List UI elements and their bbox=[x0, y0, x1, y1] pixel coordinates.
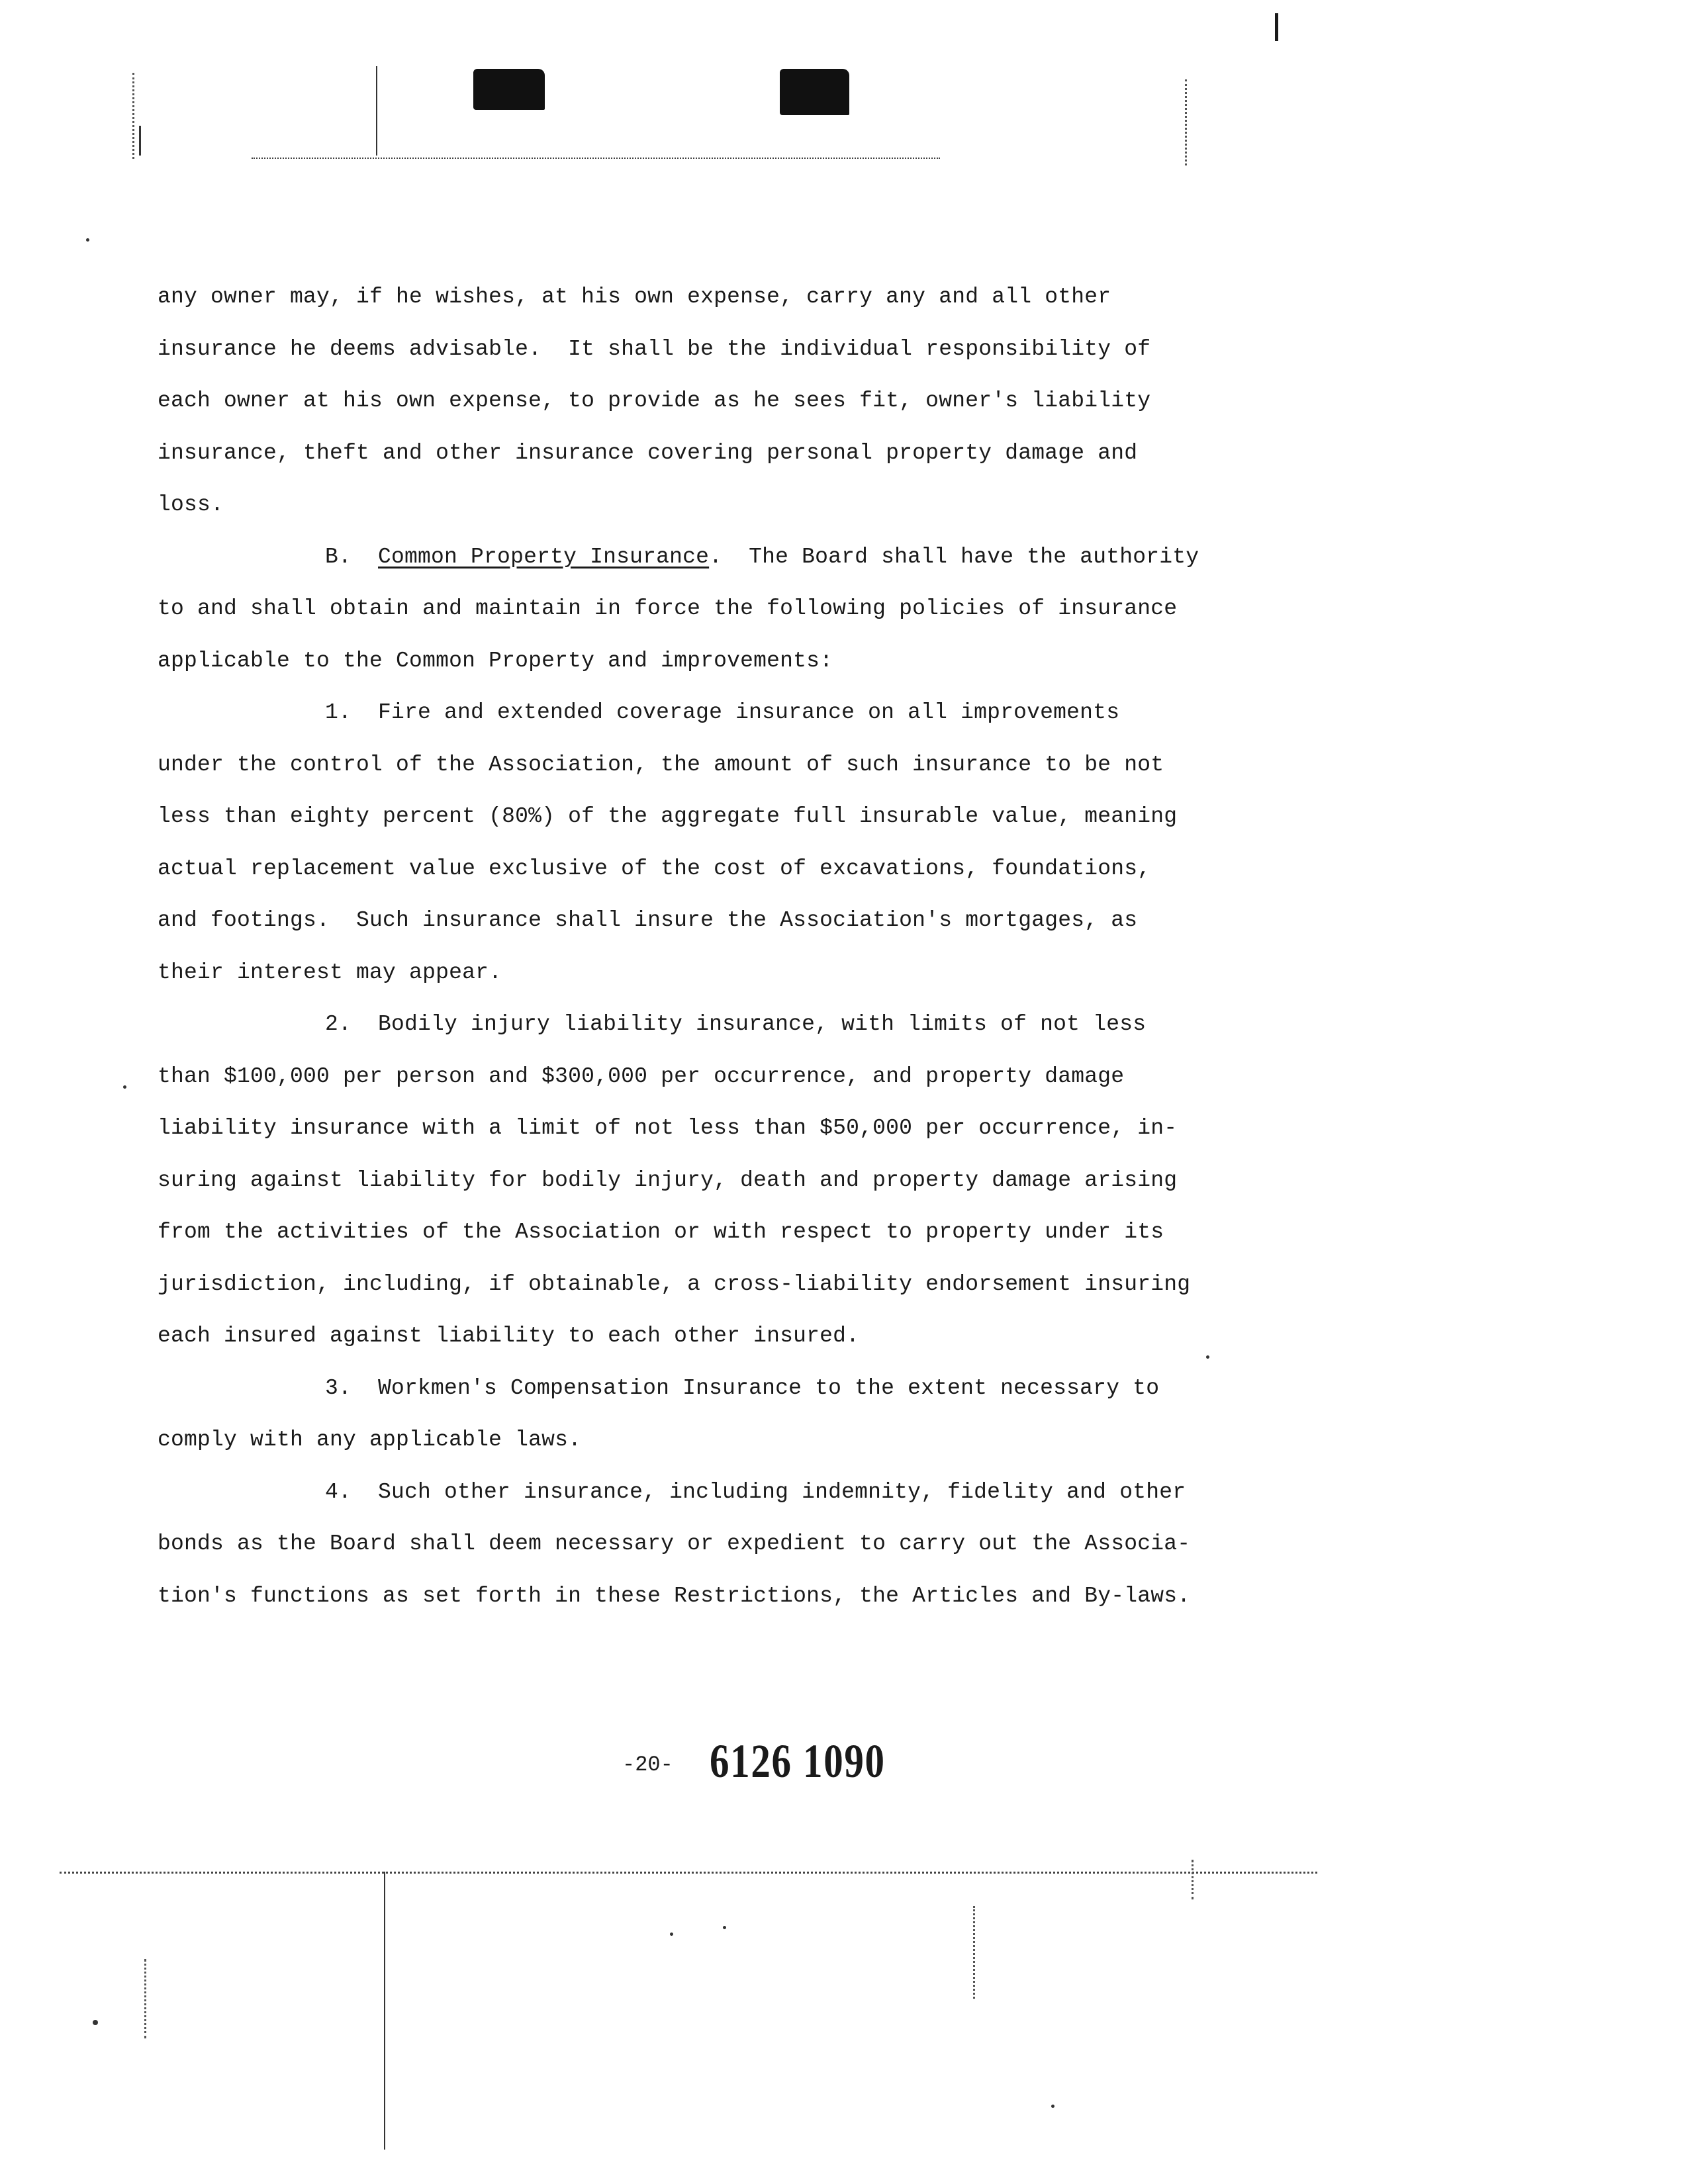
text-line: to and shall obtain and maintain in force the following policies of insurance bbox=[158, 596, 1178, 621]
text-line: 2. Bodily injury liability insurance, with limits of not less bbox=[325, 1012, 1147, 1036]
item-3 bbox=[158, 1363, 1270, 1467]
speck bbox=[723, 1926, 726, 1929]
text-line: any owner may, if he wishes, at his own expense, carry any and all other bbox=[158, 285, 1111, 309]
speck bbox=[86, 238, 89, 242]
document-body bbox=[158, 271, 1270, 1622]
text-line: under the control of the Association, the amount of such insurance to be not bbox=[158, 752, 1164, 777]
text-line: insurance, theft and other insurance covering personal property damage and bbox=[158, 440, 1138, 465]
speck bbox=[670, 1933, 673, 1936]
text-line: than $100,000 per person and $300,000 per occurrence, and property damage bbox=[158, 1064, 1125, 1089]
scan-bottom-edge bbox=[384, 1872, 385, 2150]
section-label: B. bbox=[325, 544, 352, 569]
scan-bottom-edge bbox=[144, 1959, 146, 2038]
page-footer bbox=[0, 1734, 1688, 1813]
item-4 bbox=[158, 1467, 1270, 1623]
text-line: 1. Fire and extended coverage insurance on all improvements bbox=[325, 700, 1120, 725]
text-line: from the activities of the Association or with respect to property under its bbox=[158, 1220, 1164, 1244]
speck bbox=[1051, 2105, 1055, 2108]
scan-edge-mark bbox=[132, 73, 134, 159]
text-line: actual replacement value exclusive of the cost of excavations, foundations, bbox=[158, 856, 1151, 881]
text-line: liability insurance with a limit of not less than $50,000 per occurrence, in- bbox=[158, 1116, 1178, 1140]
text-line: applicable to the Common Property and improvements: bbox=[158, 648, 833, 673]
section-heading-line bbox=[158, 531, 1270, 584]
text-line: 4. Such other insurance, including indemnity, fidelity and other bbox=[325, 1479, 1186, 1504]
text-line: 3. Workmen's Compensation Insurance to the extent necessary to bbox=[325, 1375, 1160, 1400]
book-page-stamp: 6126 1090 bbox=[710, 1735, 886, 1788]
scan-edge-mark bbox=[1185, 79, 1187, 165]
binder-clip-right bbox=[780, 69, 849, 115]
text-line: and footings. Such insurance shall insure the Association's mortgages, as bbox=[158, 908, 1138, 933]
scan-top-noise bbox=[252, 158, 940, 159]
section-heading-rest: . The Board shall have the authority bbox=[709, 544, 1199, 569]
page-number: -20- bbox=[622, 1752, 673, 1777]
text-line: each owner at his own expense, to provide as he sees fit, owner's liability bbox=[158, 388, 1151, 413]
scan-mark bbox=[1275, 13, 1278, 41]
speck bbox=[93, 2020, 98, 2025]
continuation-paragraph bbox=[158, 271, 1270, 531]
item-2 bbox=[158, 999, 1270, 1363]
text-line: less than eighty percent (80%) of the aggregate full insurable value, meaning bbox=[158, 804, 1178, 829]
text-line: comply with any applicable laws. bbox=[158, 1428, 582, 1452]
scan-bottom-edge bbox=[973, 1906, 975, 1999]
text-line: insurance he deems advisable. It shall be the individual responsibility of bbox=[158, 336, 1151, 361]
text-line: their interest may appear. bbox=[158, 960, 502, 985]
speck bbox=[123, 1085, 126, 1089]
text-line: jurisdiction, including, if obtainable, a cross-liability endorsement insuring bbox=[158, 1271, 1191, 1297]
section-heading: Common Property Insurance bbox=[378, 544, 710, 569]
scan-bottom-line bbox=[60, 1872, 1317, 1874]
scan-edge-mark bbox=[376, 66, 377, 156]
text-line: bonds as the Board shall deem necessary or expedient to carry out the Associa- bbox=[158, 1531, 1191, 1556]
text-line: each insured against liability to each other insured. bbox=[158, 1324, 860, 1348]
text-line: loss. bbox=[158, 492, 224, 517]
scan-bottom-edge bbox=[1192, 1860, 1194, 1899]
text-line: suring against liability for bodily injury, death and property damage arising bbox=[158, 1167, 1178, 1193]
item-1 bbox=[158, 687, 1270, 999]
binder-clip-left bbox=[473, 69, 545, 110]
text-line: tion's functions as set forth in these Restrictions, the Articles and By-laws. bbox=[158, 1583, 1191, 1608]
section-b-paragraph bbox=[158, 531, 1270, 688]
scan-edge-mark bbox=[139, 126, 141, 156]
